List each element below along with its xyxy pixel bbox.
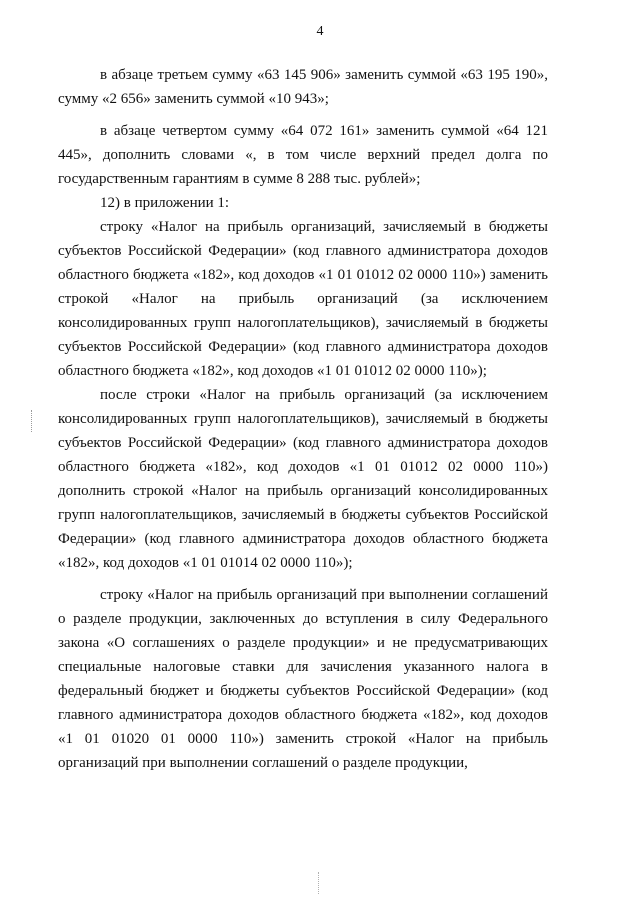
paragraph-6: строку «Налог на прибыль организаций при выполнении соглашений о разделе продукции, заключенных до вступления в силу Федерального закона «О соглашениях о разделе продукции» и не предусматривающих специальные налоговые ставки для зачисления указанного налога в федеральный бюджет и бюджеты субъектов Российской Федерации» (код главного администратора доходов областного бюджета «182», код доходов «1 01 01020 01 0000 110») заменить строкой «Налог на прибыль организаций при выполнении соглашений о разделе продукции,	[58, 587, 548, 771]
paragraph-5: после строки «Налог на прибыль организаций (за исключением консолидированных групп налогоплательщиков), зачисляемый в бюджеты субъектов Российской Федерации» (код главного администратора доходов областного бюджета «182», код доходов «1 01 01012 02 0000 110») дополнить строкой «Налог на прибыль организаций консолидированных групп налогоплательщиков, зачисляемый в бюджеты субъектов Российской Федерации» (код главного администратора доходов областного бюджета «182», код доходов «1 01 01014 02 0000 110»);	[58, 387, 548, 571]
paragraph-3: 12) в приложении 1:	[100, 195, 230, 211]
paragraph-2: в абзаце четвертом сумму «64 072 161» заменить суммой «64 121 445», дополнить словами «, в том числе верхний предел долга по государственным гарантиям в сумме 8 288 тыс. рублей»;	[58, 123, 548, 187]
paragraph-1: в абзаце третьем сумму «63 145 906» заменить суммой «63 195 190», сумму «2 656» заменить суммой «10 943»;	[58, 67, 548, 107]
scan-bottom-mark	[318, 872, 320, 894]
scan-margin-mark	[31, 410, 33, 432]
paragraph-4: строку «Налог на прибыль организаций, зачисляемый в бюджеты субъектов Российской Федерации» (код главного администратора доходов областного бюджета «182», код доходов «1 01 01012 02 0000 110») заменить строкой «Налог на прибыль организаций (за исключением консолидированных групп налогоплательщиков), зачисляемый в бюджеты субъектов Российской Федерации» (код главного администратора доходов областного бюджета «182», код доходов «1 01 01012 02 0000 110»);	[58, 219, 548, 379]
document-body	[58, 63, 548, 775]
page-number: 4	[316, 24, 324, 39]
